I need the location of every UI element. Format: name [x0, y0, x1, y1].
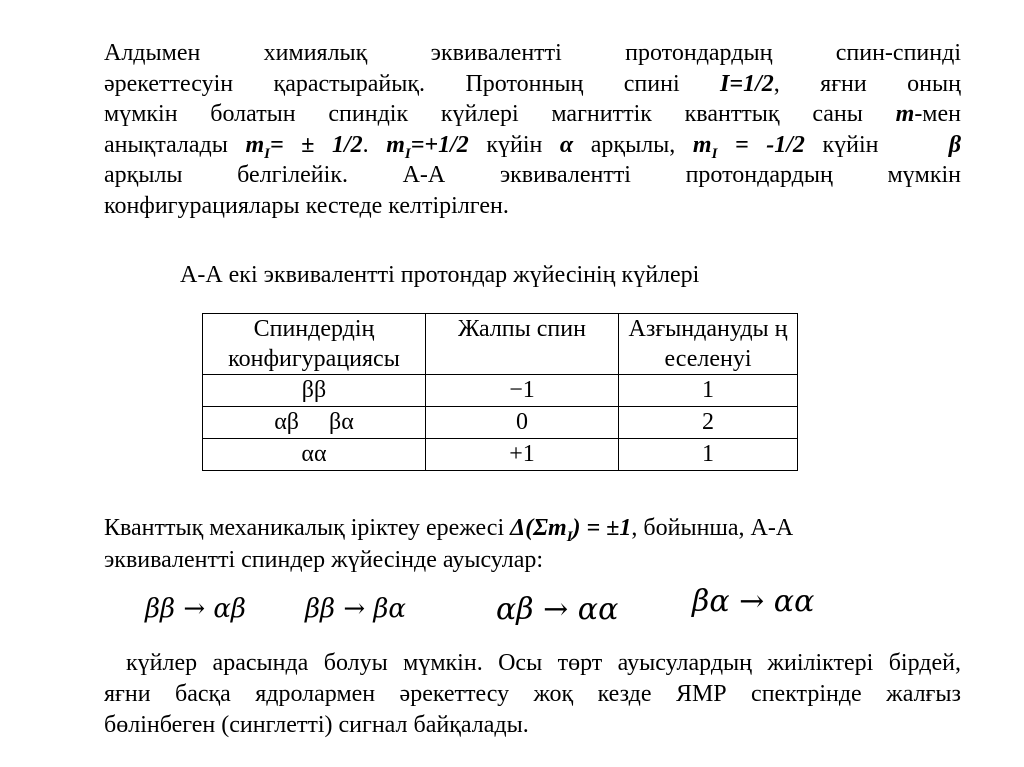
- intro-line-5: арқылы белгілейік. А-А эквивалентті протондардың мүмкін: [104, 162, 961, 188]
- spin-formula: I=1/2: [720, 70, 774, 97]
- table-cell: 1: [619, 439, 798, 471]
- intro-paragraph: [104, 38, 961, 221]
- intro-text: мүмкін болатын спиндік күйлері магниттік кванттық саны: [104, 101, 896, 127]
- spin-states-table: [202, 313, 798, 471]
- alpha-symbol: α: [559, 131, 574, 158]
- conclusion-line: яғни басқа ядролармен әрекеттесу жоқ кезде ЯМР спектрінде жалғыз: [104, 681, 961, 707]
- intro-line-6: конфигурациялары кестеде келтірілген.: [104, 192, 509, 219]
- rule-text: , бойынша, А-А: [631, 515, 794, 541]
- transition-formula: αβ → αα: [496, 592, 619, 627]
- intro-line-1: Алдымен химиялық эквивалентті протондардың спин-спинді: [104, 40, 961, 66]
- intro-text: әрекеттесуін қарастырайық. Протонның спині: [104, 70, 721, 97]
- selection-rule-paragraph: [104, 512, 961, 576]
- header-configuration: Спиндердің конфигурациясы: [203, 314, 426, 375]
- table-row: [203, 407, 798, 439]
- table-cell: +1: [426, 439, 619, 471]
- intro-text: .: [362, 131, 387, 158]
- formula-mi: $m_I= \pm 1/2$: [245, 131, 363, 162]
- table-cell: 2: [619, 407, 798, 439]
- conclusion-paragraph: [104, 648, 961, 741]
- formula-mi-plus: $m_I=+1/2$: [386, 131, 469, 162]
- table-row: [203, 375, 798, 407]
- intro-text: арқылы,: [573, 131, 693, 158]
- intro-text: күйін: [468, 131, 560, 158]
- intro-line-2: [104, 69, 961, 100]
- rule-text: эквивалентті спиндер жүйесінде ауысулар:: [104, 547, 544, 573]
- table-cell: −1: [426, 375, 619, 407]
- table-cell: αβ βα: [203, 407, 426, 439]
- transitions-row: [0, 584, 1024, 628]
- intro-text: , яғни оның: [773, 70, 961, 97]
- selection-rule-formula: $\Delta(\Sigma m_I) = \pm 1$: [510, 515, 632, 545]
- quantum-number-m: m: [895, 101, 915, 127]
- conclusion-line: бөлінбеген (синглетті) сигнал байқалады.: [104, 712, 529, 738]
- formula-mi-minus: $m_I = -1/2$: [692, 131, 805, 162]
- table-header-row: [203, 314, 798, 375]
- table-cell: 0: [426, 407, 619, 439]
- header-degeneracy: Азғындануды ң еселенуі: [619, 314, 798, 375]
- table-row: [203, 439, 798, 471]
- transition-formula: ββ → βα: [305, 594, 406, 624]
- intro-line-4: [104, 130, 961, 161]
- beta-symbol: β: [948, 131, 962, 158]
- table-cell: 1: [619, 375, 798, 407]
- transition-formula: ββ → αβ: [145, 594, 246, 624]
- intro-line-3: [104, 99, 961, 130]
- intro-text: анықталады: [104, 131, 246, 158]
- rule-text: Кванттық механикалық іріктеу ережесі: [104, 515, 511, 541]
- intro-text: күйін: [804, 131, 949, 158]
- table-cell: αα: [203, 439, 426, 471]
- transition-formula: βα → αα: [692, 584, 815, 619]
- table-caption: А-А екі эквивалентті протондар жүйесінің күйлері: [180, 262, 700, 288]
- conclusion-line: күйлер арасында болуы мүмкін. Осы төрт ауысулардың жиіліктері бірдей,: [126, 650, 961, 676]
- intro-text: -мен: [914, 101, 961, 127]
- header-total-spin: Жалпы спин: [426, 314, 619, 375]
- table-cell: ββ: [203, 375, 426, 407]
